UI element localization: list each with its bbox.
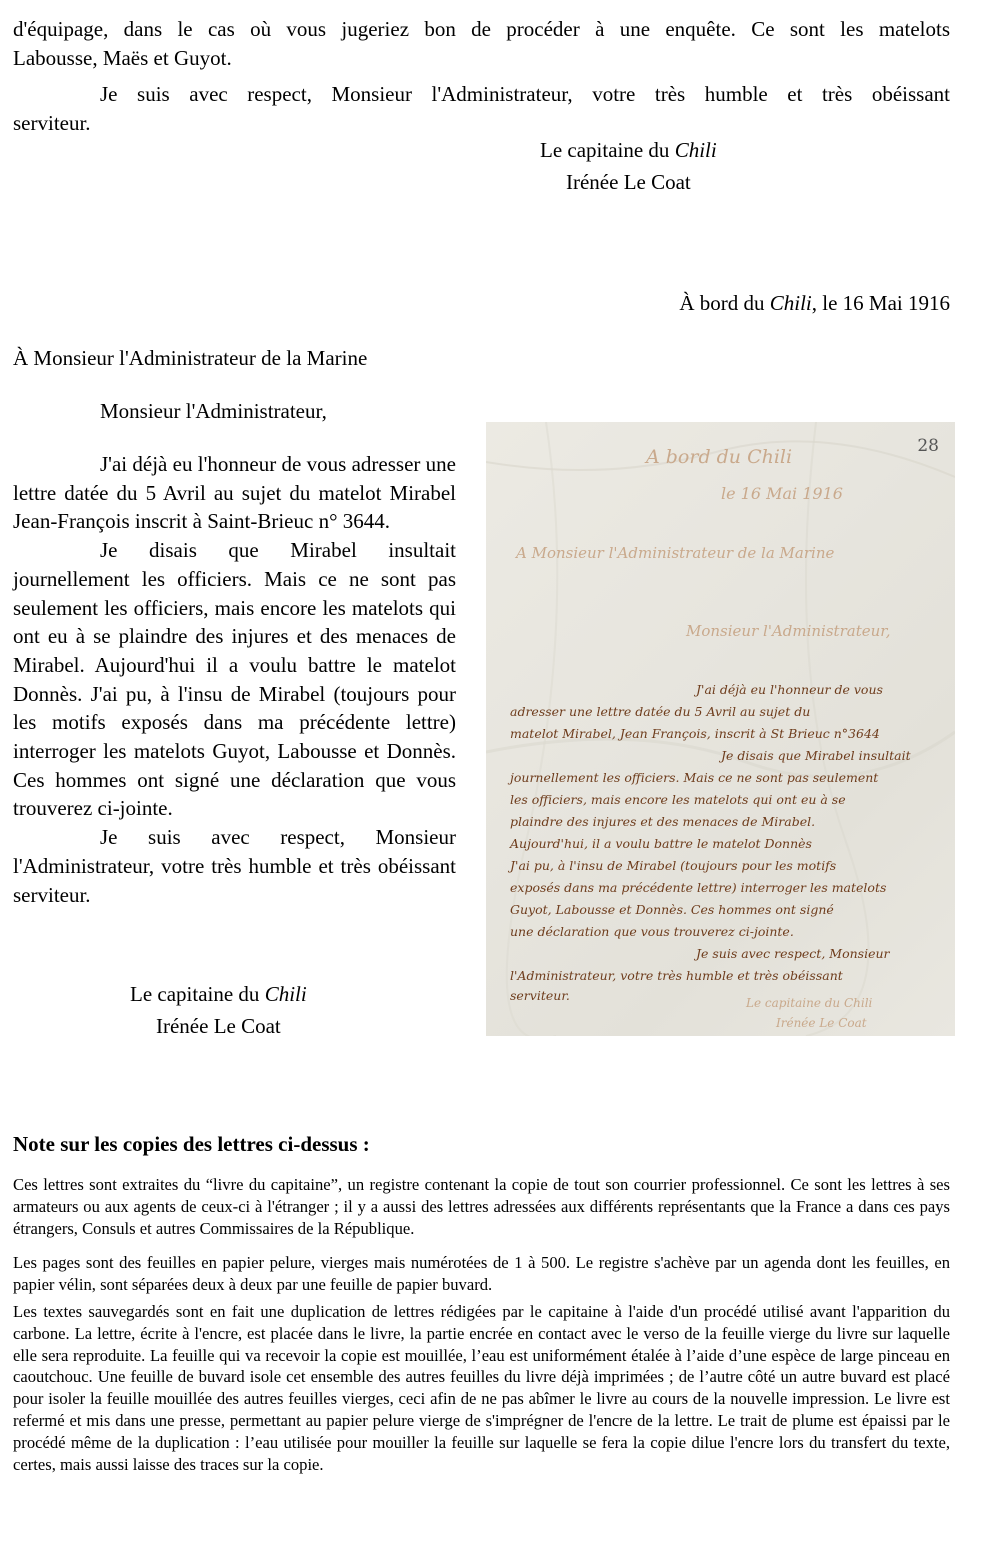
manuscript-line-8: Je disais que Mirabel insultait [721, 748, 911, 763]
manuscript-line-20: Le capitaine du Chili [746, 996, 873, 1010]
manuscript-line-5: J'ai déjà eu l'honneur de vous [696, 682, 883, 697]
letter-date: , le 16 Mai 1916 [811, 291, 950, 315]
letter-paragraph-2: Je disais que Mirabel insultait journellement les officiers. Mais ce ne sont pas seulement les officiers, mais encore les matelots qui ont eu à se plaindre des injures et des menaces de Mirabel. Aujourd'hui il a voulu battre le matelot Donnès. J'ai pu, à l'insu de Mirabel (toujours pour les motifs exposés dans ma précédente lettre) interroger les matelots Guyot, Labousse et Donnès. Ces hommes ont signé une déclaration que vous trouverez ci-jointe. [13, 538, 456, 821]
note-paragraph-1: Ces lettres sont extraites du “livre du capitaine”, un registre contenant la copie de tout son courrier professionnel. Ce sont les lettres à ses armateurs ou aux agents de ceux-ci à l'étranger ; il y a aussi des lettres adressées aux différents représentants que la France a dans ces pays étrangers, Consuls et autres Commissaires de la République. [13, 1175, 950, 1238]
letter-date-line [679, 289, 950, 317]
manuscript-line-15: Guyot, Labousse et Donnès. Ces hommes ont signé [510, 902, 834, 917]
manuscript-line-6: adresser une lettre datée du 5 Avril au sujet du [510, 704, 811, 719]
letter-place: À bord du [679, 291, 770, 315]
letter-signature-title [130, 980, 307, 1008]
letter-ship: Chili [769, 291, 812, 315]
previous-letter-paragraph [13, 15, 950, 72]
previous-signature-title [540, 136, 717, 164]
letter-paragraph-3: Je suis avec respect, Monsieur l'Administrateur, votre très humble et très obéissant serviteur. [13, 825, 456, 907]
manuscript-line-9: journellement les officiers. Mais ce ne sont pas seulement [510, 770, 879, 785]
letter-signature-ship: Chili [264, 982, 307, 1006]
manuscript-line-17: Je suis avec respect, Monsieur [696, 946, 890, 961]
manuscript-line-7: matelot Mirabel, Jean François, inscrit à St Brieuc n°3644 [510, 726, 880, 741]
previous-signature-prefix: Le capitaine du [540, 138, 675, 162]
previous-closing-line-1: Je suis avec respect, Monsieur l'Administrateur, votre très humble et très obéissant [100, 82, 950, 106]
letter-paragraph-1: J'ai déjà eu l'honneur de vous adresser une lettre datée du 5 Avril au sujet du matelot Mirabel Jean-François inscrit à Saint-Brieuc n° 3644. [13, 452, 456, 534]
manuscript-scan-image [486, 422, 955, 1036]
manuscript-line-21: Irénée Le Coat [776, 1016, 867, 1030]
manuscript-line-4: Monsieur l'Administrateur, [686, 622, 891, 640]
previous-closing-line-2: serviteur. [13, 111, 91, 135]
note-paragraph-3: Les textes sauvegardés sont en fait une duplication de lettres rédigées par le capitaine à l'aide d'un procédé utilisé avant l'apparition du carbone. La lettre, écrite à l'encre, est placée dans le livre, la partie encrée en contact avec le verso de la feuille vierge du livre sur laquelle elle sera reproduite. La feuille qui va recevoir la copie est mouillée, l’eau est uniformément étalée à l’aide d’une espèce de large pinceau en caoutchouc. Une feuille de buvard isole cet ensemble des autres feuilles du livre déjà imprimées ; de l’autre côté un autre buvard est placé pour isoler la feuille mouillée des autres feuilles vierges, ceci afin de ne pas abîmer le livre au cours de la nouvelle impression. Le livre est refermé et mis dans une presse, permettant au papier pelure vierge de s'imprégner de l'encre de la lettre. Le trait de plume est épaissi par le procédé même de la duplication : l’eau utilisée pour mouiller la feuille sur laquelle se fera la copie dilue l'encre lors du transfert du texte, certes, mais aussi laisse des traces sur la copie. [13, 1302, 950, 1474]
manuscript-line-13: J'ai pu, à l'insu de Mirabel (toujours pour les motifs [510, 858, 837, 873]
manuscript-line-18: l'Administrateur, votre très humble et très obéissant [510, 968, 843, 983]
note-title: Note sur les copies des lettres ci-dessus : [13, 1132, 370, 1156]
previous-letter-closing [13, 80, 950, 109]
letter-signature-name: Irénée Le Coat [156, 1014, 281, 1038]
previous-letter-line-2: Labousse, Maës et Guyot. [13, 45, 232, 70]
letter-addressee: À Monsieur l'Administrateur de la Marine [13, 346, 368, 370]
manuscript-line-14: exposés dans ma précédente lettre) interroger les matelots [510, 880, 887, 895]
letter-signature-prefix: Le capitaine du [130, 982, 265, 1006]
manuscript-line-16: une déclaration que vous trouverez ci-jointe. [510, 924, 794, 939]
previous-letter-line-1: d'équipage, dans le cas où vous jugeriez bon de procéder à une enquête. Ce sont les matelots [13, 17, 950, 41]
previous-signature-name: Irénée Le Coat [566, 170, 691, 194]
manuscript-line-19: serviteur. [510, 988, 570, 1003]
manuscript-line-3: A Monsieur l'Administrateur de la Marine [516, 544, 835, 562]
manuscript-line-10: les officiers, mais encore les matelots qui ont eu à se [510, 792, 846, 807]
manuscript-line-11: plaindre des injures et des menaces de Mirabel. [510, 814, 816, 829]
note-paragraph-2: Les pages sont des feuilles en papier pelure, vierges mais numérotées de 1 à 500. Le registre s'achève par un agenda dont les feuilles, en papier vélin, sont séparées deux à deux par une feuille de papier buvard. [13, 1253, 950, 1294]
manuscript-line-12: Aujourd'hui, il a voulu battre le matelot Donnès [510, 836, 812, 851]
previous-signature-ship: Chili [674, 138, 717, 162]
manuscript-page-number: 28 [917, 436, 939, 456]
letter-body [13, 450, 456, 909]
letter-salutation: Monsieur l'Administrateur, [100, 399, 327, 423]
manuscript-line-1: A bord du Chili [646, 446, 793, 468]
manuscript-line-2: le 16 Mai 1916 [721, 484, 843, 503]
